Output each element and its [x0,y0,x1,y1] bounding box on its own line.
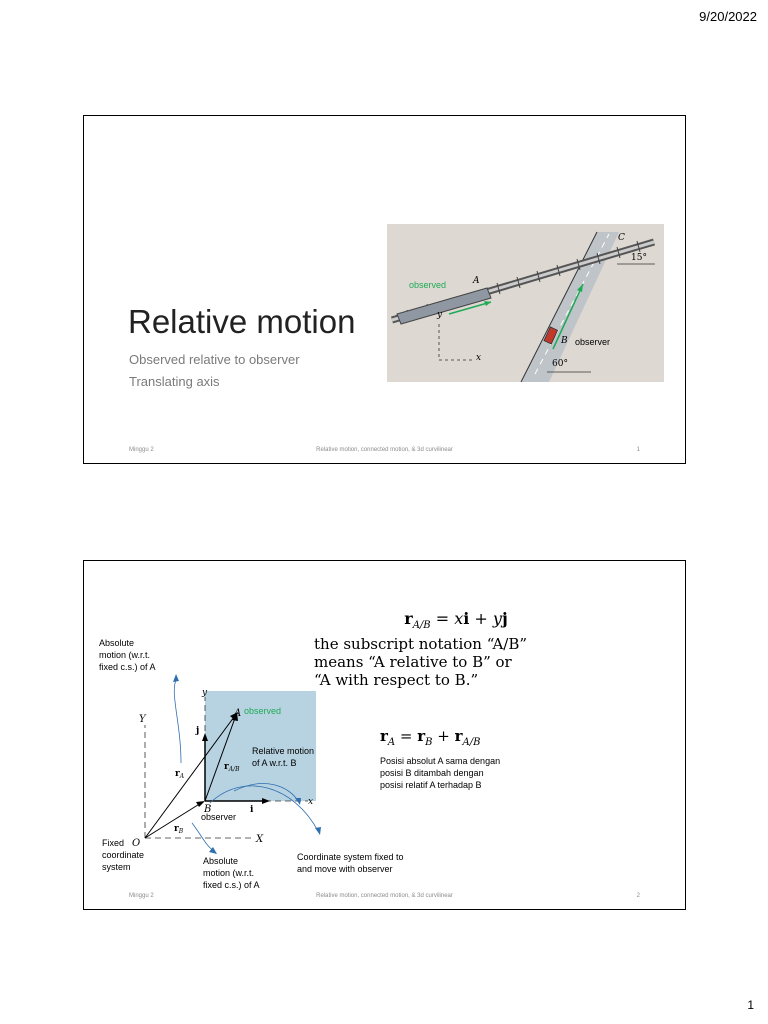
footer-left: Minggu 2 [129,447,154,453]
label-x: x [308,797,314,807]
axis-x-label: x [476,353,482,363]
footer-slide-number: 2 [636,893,640,899]
explanation-text: Posisi absolut A sama dengan posisi B ditambah dengan posisi relatif A terhadap B [380,756,501,790]
label-j: j [196,726,200,736]
label-i: i [250,805,254,815]
subtitle-observed: Observed relative to observer [129,352,300,367]
footer-left: Minggu 2 [129,893,154,899]
annotation-moving-cs: Coordinate system fixed to and move with observer [297,852,404,874]
label-A: A [234,708,242,719]
label-X: X [256,834,264,845]
label-B: B [204,804,212,815]
label-rAB: $r_{A/B}$ [224,762,240,773]
notation-line-1: the subscript notation “A/B” [314,635,528,653]
point-c-label: C [618,233,625,243]
annotation-fixed-cs: Fixed coordinate system [102,838,145,872]
notation-line-3: “A with respect to B.” [314,671,479,689]
slide-1 [83,115,686,464]
label-Y: Y [139,714,146,725]
angle-15-label: 15° [631,253,647,263]
axis-y-label: y [437,310,443,320]
label-rB: $r_B$ [174,824,184,835]
point-a-label: A [473,276,480,286]
annotation-absolute-top: Absolute motion (w.r.t. fixed c.s.) of A [99,638,156,672]
footer-center: Relative motion, connected motion, & 3d curvilinear [316,447,453,453]
footer-center: Relative motion, connected motion, & 3d curvilinear [316,893,453,899]
angle-60-label: 60° [552,359,568,369]
label-y: y [202,688,208,698]
point-b-label: B [561,336,568,346]
page-number: 1 [747,998,754,1012]
slide-2 [83,560,686,910]
annotation-relative-motion: Relative motion of A w.r.t. B [252,746,315,768]
subtitle-translating: Translating axis [129,374,220,389]
label-rA: $r_A$ [175,769,185,780]
observer-label: observer [575,337,611,347]
slide-title: Relative motion [128,303,356,340]
equation-absolute-position: $r_A = r_B + r_{A/B}$ [380,727,481,748]
annotation-absolute-bottom: Absolute motion (w.r.t. fixed c.s.) of A [203,856,260,890]
footer-slide-number: 1 [636,447,640,453]
equation-relative-position: $r_{A/B}$ = xi + yj [404,609,508,632]
annotation-observer: observer [201,812,237,822]
notation-line-2: means “A relative to B” or [314,653,512,671]
observed-label: observed [409,280,447,290]
train-car-figure [387,224,664,382]
label-O: O [132,838,141,849]
annotation-observed: observed [244,706,282,716]
page-date: 9/20/2022 [699,9,757,24]
